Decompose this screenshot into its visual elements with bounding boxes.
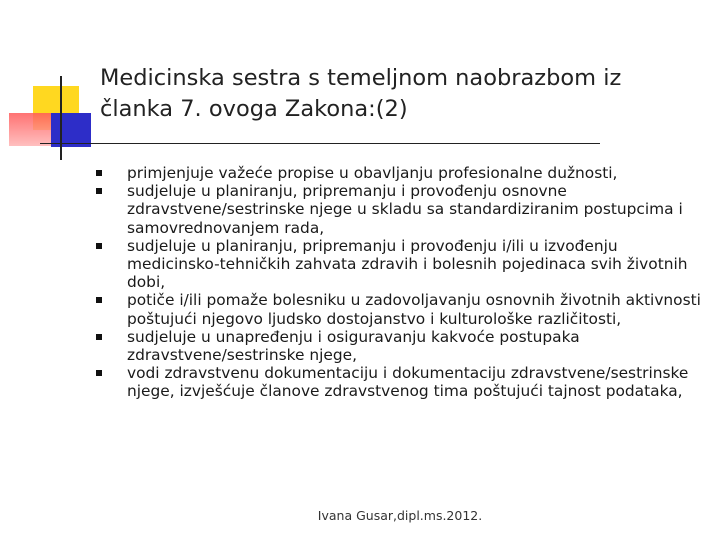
list-item <box>96 364 706 400</box>
list-item-text: primjenjuje važeće propise u obavljanju profesionalne dužnosti, <box>127 164 618 182</box>
list-item <box>96 182 706 237</box>
list-item <box>96 237 706 292</box>
square-bullet-icon <box>96 243 102 249</box>
bullet-list <box>96 164 706 401</box>
list-item <box>96 164 706 182</box>
list-item-text: sudjeluje u planiranju, pripremanju i provođenju i/ili u izvođenju medicinsko-tehničkih zahvata zdravih i bolesnih pojedinaca svih životnih dobi, <box>127 236 688 292</box>
list-item-text: sudjeluje u unapređenju i osiguravanju kakvoće postupaka zdravstvene/sestrinske njege, <box>127 327 580 365</box>
list-item <box>96 291 706 327</box>
list-item-text: potiče i/ili pomaže bolesniku u zadovoljavanju osnovnih životnih aktivnosti poštujući njegovo ljudsko dostojanstvo i kulturološke različitosti, <box>127 291 701 328</box>
slide-footer: Ivana Gusar,dipl.ms.2012. <box>317 508 483 523</box>
square-bullet-icon <box>96 188 102 194</box>
decor-vertical-line <box>60 76 62 160</box>
square-bullet-icon <box>96 297 102 303</box>
list-item-text: sudjeluje u planiranju, pripremanju i provođenju osnovne zdravstvene/sestrinske njege u skladu sa standardiziranim postupcima i samovrednovanjem rada, <box>127 182 683 237</box>
square-bullet-icon <box>96 370 102 376</box>
square-bullet-icon <box>96 170 102 176</box>
square-bullet-icon <box>96 334 102 340</box>
list-item-text: vodi zdravstvenu dokumentaciju i dokumentaciju zdravstvene/sestrinske njege, izvješćuje članove zdravstvenog tima poštujući tajnost podataka, <box>127 364 689 401</box>
decor-blue-square <box>51 113 91 147</box>
slide-title: Medicinska sestra s temeljnom naobrazbom iz članka 7. ovoga Zakona:(2) <box>100 65 622 122</box>
list-item <box>96 328 706 364</box>
title-divider <box>40 143 600 144</box>
